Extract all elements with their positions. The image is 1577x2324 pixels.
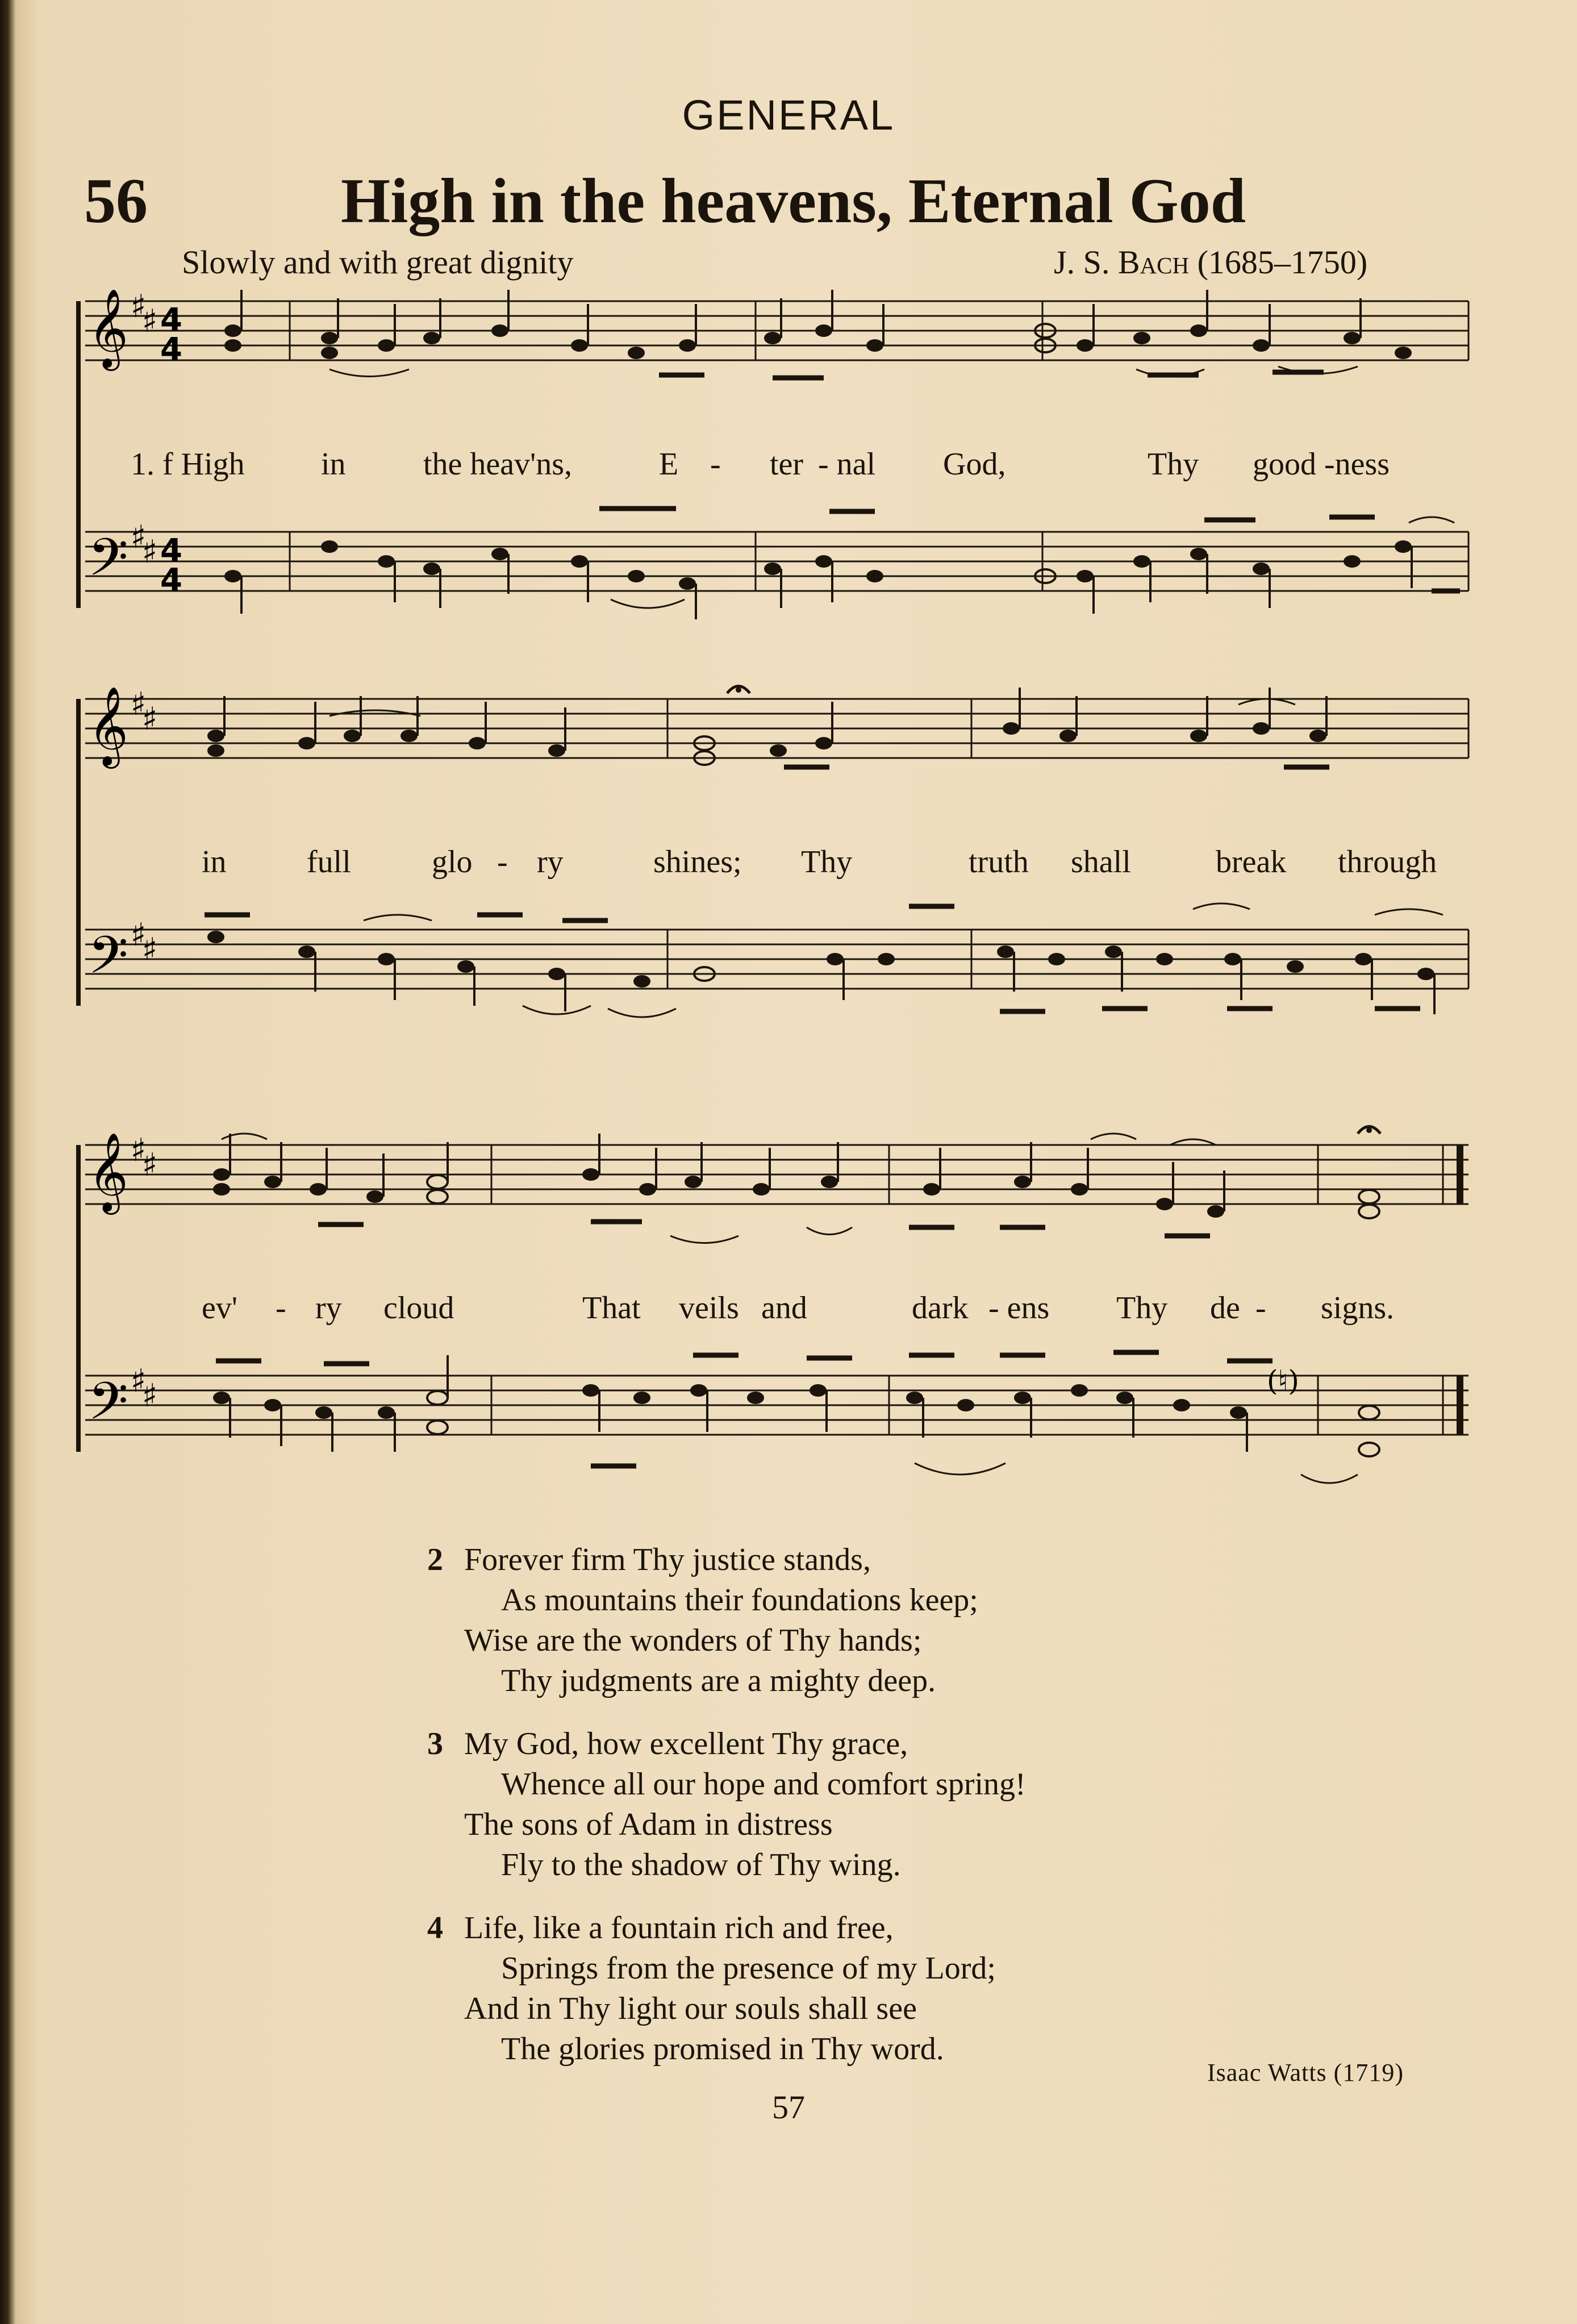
lyric-word: E [659,447,679,482]
svg-text:♯: ♯ [131,288,147,325]
svg-text:𝄢: 𝄢 [88,1371,128,1444]
verse-line: Wise are the wonders of Thy hands; [464,1623,922,1658]
svg-text:♯: ♯ [131,1132,147,1169]
lyric-word: cloud [383,1290,454,1326]
lyric-word: shines; [653,844,742,880]
lyric-word: de [1210,1290,1240,1326]
composer-prefix: J. S. [1054,244,1118,281]
svg-text:4: 4 [160,331,182,368]
composer-name: Bach [1117,244,1190,281]
lyric-word: ry [315,1290,342,1326]
svg-text:4: 4 [160,562,182,599]
composer-credit [1054,243,1367,281]
verse-line: Fly to the shadow of Thy wing. [501,1847,901,1882]
lyric-word: - ens [988,1290,1050,1326]
svg-text:♯: ♯ [142,931,158,968]
music-system-1 [68,284,1477,659]
hymn-title: High in the heavens, Eternal God [341,166,1246,236]
lyric-word: through [1338,844,1437,880]
verse-text: Forever firm Thy justice stands, [464,1542,871,1577]
svg-text:𝄞: 𝄞 [88,686,128,765]
lyric-word: shall [1071,844,1131,880]
verse-text: My God, how excellent Thy grace, [464,1726,908,1761]
section-heading: GENERAL [682,91,895,139]
lyric-word: - [276,1290,286,1326]
verses [427,1540,1026,2092]
verse-line: The sons of Adam in distress [464,1807,833,1842]
stanza-number: 4 [427,1910,443,1946]
lyric-word: veils [679,1290,739,1326]
composer-dates: (1685–1750) [1189,244,1368,281]
lyric-word: ev' [202,1290,237,1326]
lyric-word: God, [943,447,1006,482]
lyric-word: Thy [801,844,853,880]
svg-text:♯: ♯ [142,1147,158,1184]
svg-text:♯: ♯ [131,1363,147,1400]
verse-line [427,1908,1026,1948]
lyric-word: break [1216,844,1287,880]
verse-line: Springs from the presence of my Lord; [501,1951,996,1986]
lyric-word: the heav'ns, [423,447,573,482]
lyric-word: - [710,447,721,482]
lyric-word: ry [537,844,564,880]
verse-line [427,1724,1026,1764]
lyric-word: glo [432,844,473,880]
music-system-2 [68,682,1477,1057]
svg-text:♯: ♯ [131,917,147,953]
svg-text:4: 4 [160,532,182,569]
verse-text: Life, like a fountain rich and free, [464,1910,894,1946]
lyric-word: in [202,844,227,880]
stanza-2 [427,1540,1026,1701]
verse-line: Thy judgments are a mighty deep. [501,1663,936,1698]
svg-text:𝄞: 𝄞 [88,289,128,368]
hymn-number: 56 [84,166,148,236]
tempo-marking: Slowly and with great dignity [182,244,574,281]
lyric-word: - [497,844,508,880]
lyric-word: ter [770,447,804,482]
verse-line [427,1540,1026,1580]
svg-text:4: 4 [160,302,182,339]
stanza-4 [427,1908,1026,2069]
lyric-word: - [1255,1290,1266,1326]
page-number: 57 [772,2089,805,2126]
svg-text:♯: ♯ [142,303,158,340]
stanza-number: 3 [427,1726,443,1761]
lyric-word: in [321,447,346,482]
stanza-number: 2 [427,1542,443,1577]
svg-text:♯: ♯ [131,686,147,723]
svg-text:(♮): (♮) [1267,1364,1299,1397]
lyric-word: Thy [1148,447,1199,482]
text-author: Isaac Watts (1719) [1207,2059,1404,2086]
lyric-word: good -ness [1253,447,1390,482]
lyric-word: truth [969,844,1029,880]
svg-text:♯: ♯ [142,701,158,738]
lyric-word: signs. [1321,1290,1395,1326]
svg-text:♯: ♯ [142,1377,158,1414]
lyric-word: 1. f High [131,447,245,482]
lyric-word: full [307,844,351,880]
lyric-word: That [582,1290,641,1326]
verse-line: The glories promised in Thy word. [501,2031,944,2067]
svg-text:♯: ♯ [131,519,147,556]
lyric-word: Thy [1116,1290,1168,1326]
svg-text:𝄞: 𝄞 [88,1132,128,1211]
stanza-3 [427,1724,1026,1885]
lyric-word: dark [912,1290,969,1326]
lyric-word: - nal [818,447,876,482]
svg-text:♯: ♯ [142,534,158,570]
svg-text:𝄢: 𝄢 [88,527,128,600]
verse-line: As mountains their foundations keep; [501,1582,978,1618]
music-system-3 [68,1128,1477,1514]
svg-text:𝄢: 𝄢 [88,925,128,998]
verse-line: Whence all our hope and comfort spring! [501,1767,1026,1802]
lyric-word: and [761,1290,807,1326]
verse-line: And in Thy light our souls shall see [464,1991,917,2026]
